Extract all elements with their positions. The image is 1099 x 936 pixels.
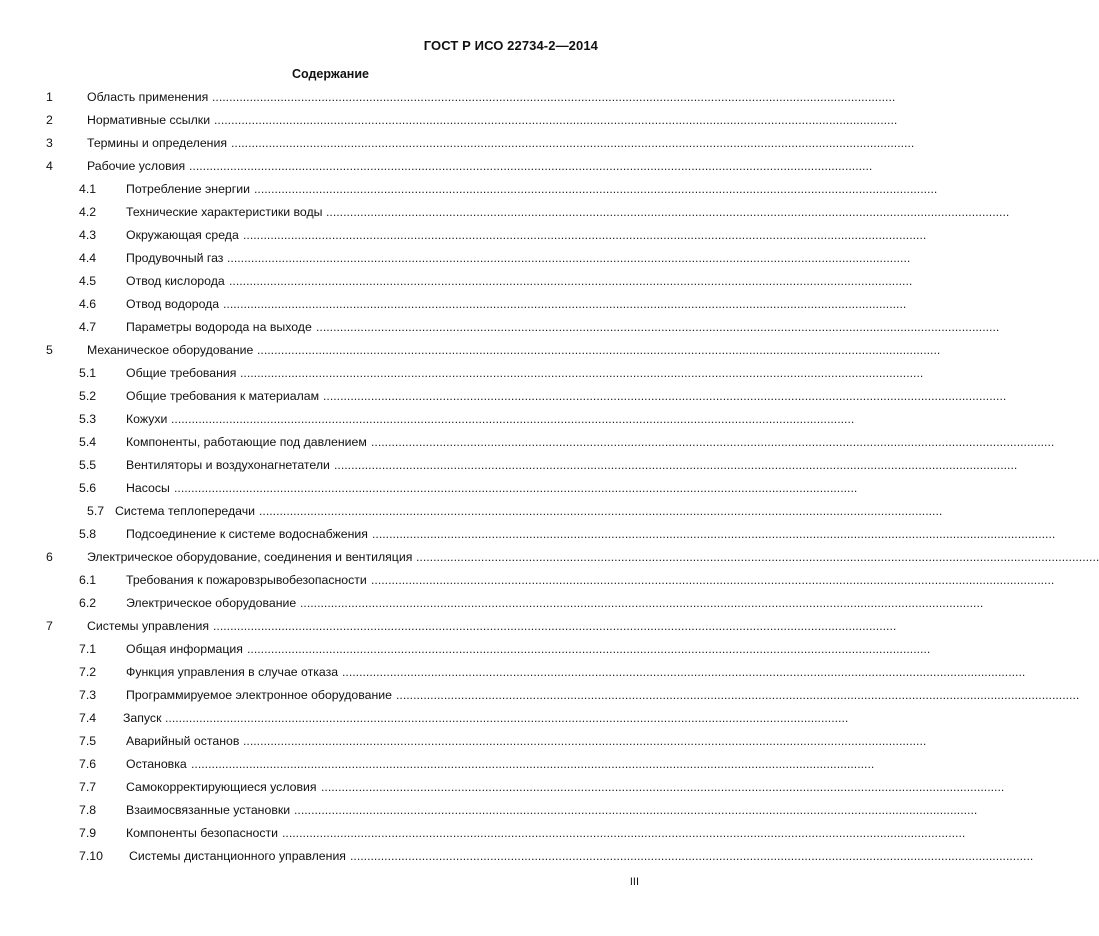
toc-entry-number: 5.5 (79, 458, 97, 472)
toc-entry-number: 5.2 (79, 389, 97, 403)
toc-entry-label: Насосы (126, 481, 170, 495)
toc-leader-dots: ........................................................................................................................................................................................................ (229, 274, 913, 288)
toc-entry-number: 6 (46, 550, 53, 564)
toc-entry-label: Электрическое оборудование (126, 596, 297, 610)
toc-leader-dots: ........................................................................................................................................................................................................ (282, 826, 966, 840)
toc-leader-dots: ........................................................................................................................................................................................................ (243, 228, 927, 242)
toc-entry-label: Системы управления (87, 619, 210, 633)
toc-leader-dots: ........................................................................................................................................................................................................ (396, 688, 1080, 702)
toc-leader-dots: ........................................................................................................................................................................................................ (372, 527, 1056, 541)
toc-entry-number: 5.4 (79, 435, 97, 449)
toc-entry[interactable] (0, 155, 873, 178)
toc-entry-number: 7.5 (79, 734, 97, 748)
toc-entry[interactable] (0, 799, 978, 822)
toc-entry-number: 4.4 (79, 251, 97, 265)
toc-entry[interactable] (0, 201, 1010, 224)
toc-entry[interactable] (0, 86, 896, 109)
toc-entry-label: Отвод водорода (126, 297, 220, 311)
toc-entry[interactable] (0, 178, 938, 201)
toc-entry-label: Вентиляторы и воздухонагнетатели (126, 458, 330, 472)
toc-entry-number: 5.8 (79, 527, 97, 541)
toc-leader-dots: ........................................................................................................................................................................................................ (342, 665, 1026, 679)
toc-leader-dots: ........................................................................................................................................................................................................ (334, 458, 1018, 472)
toc-entry[interactable] (0, 730, 927, 753)
toc-entry[interactable] (0, 132, 915, 155)
toc-leader-dots: ........................................................................................................................................................................................................ (300, 596, 984, 610)
toc-entry-label: Потребление энергии (126, 182, 250, 196)
toc-title: Содержание (291, 67, 369, 81)
toc-entry-label: Остановка (126, 757, 187, 771)
toc-entry[interactable] (0, 661, 1026, 684)
toc-leader-dots: ........................................................................................................................................................................................................ (213, 619, 897, 633)
toc-entry-number: 5.1 (79, 366, 97, 380)
toc-entry-number: 7.8 (79, 803, 97, 817)
toc-entry-number: 4.1 (79, 182, 97, 196)
toc-leader-dots: ........................................................................................................................................................................................................ (257, 343, 941, 357)
toc-entry[interactable] (0, 684, 1080, 707)
toc-entry-number: 4.3 (79, 228, 97, 242)
toc-leader-dots: ........................................................................................................................................................................................................ (416, 550, 1099, 564)
toc-leader-dots: ........................................................................................................................................................................................................ (259, 504, 943, 518)
toc-leader-dots: ........................................................................................................................................................................................................ (223, 297, 907, 311)
toc-entry[interactable] (0, 477, 858, 500)
toc-entry[interactable] (0, 431, 1055, 454)
toc-entry[interactable] (0, 316, 1000, 339)
toc-entry[interactable] (0, 293, 907, 316)
toc-entry[interactable] (0, 776, 1005, 799)
toc-entry-label: Общая информация (126, 642, 243, 656)
toc-entry-number: 4.7 (79, 320, 97, 334)
toc-entry[interactable] (0, 247, 911, 270)
toc-entry[interactable] (0, 638, 931, 661)
toc-entry-number: 6.1 (79, 573, 97, 587)
toc-leader-dots: ........................................................................................................................................................................................................ (165, 711, 849, 725)
toc-entry[interactable] (0, 546, 1099, 569)
toc-leader-dots: ........................................................................................................................................................................................................ (212, 90, 896, 104)
toc-leader-dots: ........................................................................................................................................................................................................ (243, 734, 927, 748)
toc-entry-label: Компоненты безопасности (126, 826, 278, 840)
toc-entry-label: Аварийный останов (126, 734, 240, 748)
toc-entry-label: Электрическое оборудование, соединения и вентиляция (87, 550, 413, 564)
toc-leader-dots: ........................................................................................................................................................................................................ (254, 182, 938, 196)
toc-entry[interactable] (0, 615, 897, 638)
toc-entry-label: Рабочие условия (87, 159, 186, 173)
page-number: III (629, 876, 639, 888)
toc-entry-number: 1 (46, 90, 53, 104)
toc-entry-number: 7.7 (79, 780, 97, 794)
toc-entry-number: 4.6 (79, 297, 97, 311)
toc-entry-number: 6.2 (79, 596, 97, 610)
toc-entry-label: Технические характеристики воды (126, 205, 323, 219)
toc-entry-label: Взаимосвязанные установки (126, 803, 291, 817)
toc-entry-number: 7.3 (79, 688, 97, 702)
toc-entry-number: 2 (46, 113, 53, 127)
toc-entry-label: Отвод кислорода (126, 274, 225, 288)
toc-entry-number: 7.10 (79, 849, 103, 863)
toc-entry-number: 4 (46, 159, 53, 173)
toc-entry[interactable] (0, 109, 898, 132)
toc-leader-dots: ........................................................................................................................................................................................................ (174, 481, 858, 495)
toc-entry-label: Параметры водорода на выходе (126, 320, 312, 334)
toc-entry-label: Кожухи (126, 412, 168, 426)
toc-entry-label: Функция управления в случае отказа (126, 665, 339, 679)
toc-leader-dots: ........................................................................................................................................................................................................ (321, 780, 1005, 794)
toc-leader-dots: ........................................................................................................................................................................................................ (371, 573, 1055, 587)
toc-entry-label: Механическое оборудование (87, 343, 254, 357)
table-of-contents (0, 86, 1099, 868)
toc-entry-label: Запуск (123, 711, 162, 725)
document-code: ГОСТ Р ИСО 22734-2—2014 (423, 38, 598, 53)
toc-leader-dots: ........................................................................................................................................................................................................ (171, 412, 855, 426)
toc-entry-number: 4.5 (79, 274, 97, 288)
toc-entry-number: 5.7 (87, 504, 105, 518)
toc-leader-dots: ........................................................................................................................................................................................................ (231, 136, 915, 150)
toc-entry-number: 5.3 (79, 412, 97, 426)
toc-entry-number: 7.1 (79, 642, 97, 656)
toc-leader-dots: ........................................................................................................................................................................................................ (326, 205, 1010, 219)
toc-entry[interactable] (0, 569, 1055, 592)
toc-leader-dots: ........................................................................................................................................................................................................ (214, 113, 898, 127)
toc-entry[interactable] (0, 339, 941, 362)
toc-entry-label: Программируемое электронное оборудование (126, 688, 392, 702)
toc-entry-label: Нормативные ссылки (87, 113, 211, 127)
toc-entry[interactable] (0, 408, 855, 431)
toc-entry-number: 7 (46, 619, 53, 633)
toc-leader-dots: ........................................................................................................................................................................................................ (371, 435, 1055, 449)
toc-leader-dots: ........................................................................................................................................................................................................ (323, 389, 1007, 403)
toc-entry-label: Требования к пожаровзрывобезопасности (126, 573, 367, 587)
toc-leader-dots: ........................................................................................................................................................................................................ (294, 803, 978, 817)
toc-entry-number: 5.6 (79, 481, 97, 495)
toc-entry-label: Термины и определения (87, 136, 227, 150)
toc-entry-label: Окружающая среда (126, 228, 239, 242)
toc-entry-label: Общие требования к материалам (126, 389, 320, 403)
toc-entry-label: Общие требования (126, 366, 237, 380)
toc-entry[interactable] (0, 845, 1034, 868)
toc-entry[interactable] (0, 822, 966, 845)
toc-leader-dots: ........................................................................................................................................................................................................ (316, 320, 1000, 334)
toc-entry[interactable] (0, 592, 984, 615)
toc-entry-label: Системы дистанционного управления (129, 849, 346, 863)
toc-entry[interactable] (0, 454, 1018, 477)
toc-entry[interactable] (0, 707, 849, 730)
toc-entry-number: 4.2 (79, 205, 97, 219)
toc-entry[interactable] (0, 385, 1007, 408)
toc-entry-number: 5 (46, 343, 53, 357)
toc-entry-label: Подсоединение к системе водоснабжения (126, 527, 368, 541)
toc-leader-dots: ........................................................................................................................................................................................................ (191, 757, 875, 771)
toc-entry-label: Система теплопередачи (115, 504, 256, 518)
toc-entry[interactable] (0, 753, 875, 776)
toc-entry[interactable] (0, 523, 1056, 546)
toc-entry-label: Область применения (87, 90, 209, 104)
toc-entry-number: 3 (46, 136, 53, 150)
toc-entry-label: Компоненты, работающие под давлением (126, 435, 367, 449)
toc-entry[interactable] (0, 500, 943, 523)
toc-entry[interactable] (0, 362, 924, 385)
toc-leader-dots: ........................................................................................................................................................................................................ (247, 642, 931, 656)
toc-entry-number: 7.2 (79, 665, 97, 679)
toc-entry-label: Продувочный газ (126, 251, 224, 265)
toc-entry-label: Самокорректирующиеся условия (126, 780, 317, 794)
toc-leader-dots: ........................................................................................................................................................................................................ (189, 159, 873, 173)
toc-leader-dots: ........................................................................................................................................................................................................ (227, 251, 911, 265)
toc-entry-number: 7.9 (79, 826, 97, 840)
toc-entry-number: 7.6 (79, 757, 97, 771)
toc-entry-number: 7.4 (79, 711, 97, 725)
toc-entry[interactable] (0, 270, 913, 293)
toc-entry[interactable] (0, 224, 927, 247)
toc-leader-dots: ........................................................................................................................................................................................................ (240, 366, 924, 380)
toc-leader-dots: ........................................................................................................................................................................................................ (350, 849, 1034, 863)
